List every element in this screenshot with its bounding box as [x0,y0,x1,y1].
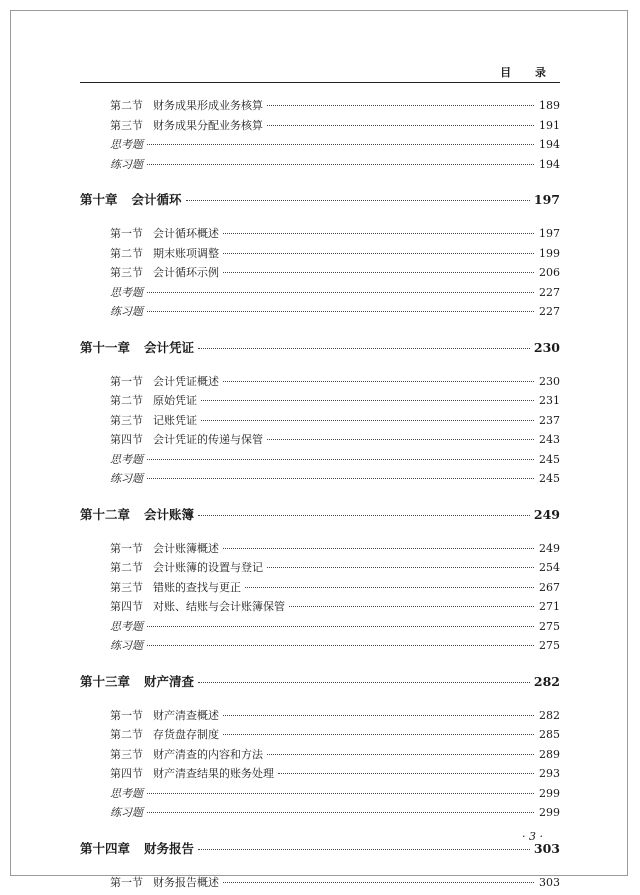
toc-entry-number: 第二节 [110,561,143,574]
toc-entry-page: 271 [538,600,560,613]
toc-entry-page: 194 [538,158,560,171]
toc-entry-page: 189 [538,99,560,112]
dot-leader [245,587,534,588]
dot-leader [147,812,534,813]
dot-leader [198,849,530,850]
dot-leader [267,439,534,440]
toc-section-entry[interactable] [80,728,560,748]
dot-leader [147,793,534,794]
toc-entry-page: 231 [538,394,560,407]
dot-leader [278,773,534,774]
dot-leader [223,548,534,549]
toc-entry-title: 思考题 [110,453,143,466]
toc-entry-page: 227 [538,305,560,318]
toc-entry-title: 思考题 [110,286,143,299]
toc-exercise-entry[interactable] [80,453,560,473]
dot-leader [147,164,534,165]
dot-leader [267,105,534,106]
dot-leader [147,478,534,479]
toc-exercise-entry[interactable] [80,286,560,306]
toc-entry-page: 299 [538,787,560,800]
toc-entry-number: 第二节 [110,728,143,741]
toc-entry-page: 249 [538,542,560,555]
toc-entry-page: 197 [538,227,560,240]
toc-entry-page: 191 [538,119,560,132]
dot-leader [223,253,534,254]
toc-entry-title: 错账的查找与更正 [153,581,241,594]
toc-exercise-entry[interactable] [80,620,560,640]
toc-entry-page: 194 [538,138,560,151]
toc-entry-title: 会计账簿的设置与登记 [153,561,263,574]
dot-leader [223,272,534,273]
toc-entry-title: 练习题 [110,472,143,485]
toc-entry-title: 原始凭证 [153,394,197,407]
toc-entry-number: 第一节 [110,542,143,555]
toc-entry-page: 289 [538,748,560,761]
toc-entry-title: 会计循环示例 [153,266,219,279]
toc-entry-title: 对账、结账与会计账簿保管 [153,600,285,613]
toc-entry-number: 第二节 [110,394,143,407]
toc-section-entry[interactable] [80,119,560,139]
toc-entry-title: 练习题 [110,158,143,171]
toc-section-entry[interactable] [80,266,560,286]
toc-entry-page: 299 [538,806,560,819]
toc-entry-page: 230 [538,375,560,388]
toc-entry-title: 财务成果形成业务核算 [153,99,263,112]
toc-entry-title: 财产清查结果的账务处理 [153,767,274,780]
toc-entry-number: 第十一章 [80,341,130,354]
toc-exercise-entry[interactable] [80,806,560,826]
toc-entry-page: 285 [538,728,560,741]
toc-entry-title: 会计账簿 [144,508,194,521]
toc-exercise-entry[interactable] [80,472,560,492]
dot-leader [267,125,534,126]
toc-exercise-entry[interactable] [80,787,560,807]
toc-entry-title: 练习题 [110,639,143,652]
dot-leader [223,381,534,382]
dot-leader [289,606,534,607]
toc-entry-page: 267 [538,581,560,594]
running-head [80,62,560,83]
toc-entry-title: 财产清查概述 [153,709,219,722]
toc-entry-page: 230 [534,341,560,354]
toc-entry-page: 199 [538,247,560,260]
toc-entry-title: 财务报告概述 [153,876,219,889]
toc-section-entry[interactable] [80,375,560,395]
dot-leader [201,420,534,421]
dot-leader [198,682,530,683]
toc-entry-title: 记账凭证 [153,414,197,427]
toc-section-entry[interactable] [80,247,560,267]
toc-entry-title: 思考题 [110,787,143,800]
toc-entry-number: 第四节 [110,433,143,446]
toc-entry-title: 会计凭证 [144,341,194,354]
toc-exercise-entry[interactable] [80,639,560,659]
toc-entry-number: 第十三章 [80,675,130,688]
toc-entry-page: 282 [538,709,560,722]
toc-entry-number: 第四节 [110,600,143,613]
toc-chapter-entry[interactable] [80,508,560,521]
toc-entry-page: 245 [538,453,560,466]
toc-entry-number: 第二节 [110,247,143,260]
dot-leader [147,144,534,145]
toc-entry-title: 财务成果分配业务核算 [153,119,263,132]
dot-leader [223,882,534,883]
toc-entry-page: 243 [538,433,560,446]
dot-leader [147,626,534,627]
toc-entry-number: 第十章 [80,193,118,206]
toc-entry-number: 第三节 [110,266,143,279]
dot-leader [186,200,530,201]
dot-leader [198,348,530,349]
toc-entry-page: 249 [534,508,560,521]
toc-entry-title: 会计账簿概述 [153,542,219,555]
toc-entry-page: 197 [534,193,560,206]
dot-leader [223,715,534,716]
toc-entry-title: 练习题 [110,305,143,318]
dot-leader [223,734,534,735]
toc-entry-number: 第一节 [110,709,143,722]
toc-entry-title: 财务报告 [144,842,194,855]
toc-entry-page: 303 [538,876,560,889]
toc-entry-page: 275 [538,639,560,652]
toc-entry-number: 第一节 [110,227,143,240]
toc-entry-title: 财产清查的内容和方法 [153,748,263,761]
toc-entry-title: 存货盘存制度 [153,728,219,741]
page-number: · 3 · [522,830,543,843]
toc-section-entry[interactable] [80,600,560,620]
toc-entry-page: 237 [538,414,560,427]
toc-section-entry[interactable] [80,99,560,119]
toc-entry-page: 227 [538,286,560,299]
toc-entry-number: 第四节 [110,767,143,780]
toc-entry-number: 第一节 [110,876,143,889]
toc-chapter-entry[interactable] [80,193,560,206]
toc-entry-page: 293 [538,767,560,780]
toc-chapter-entry[interactable] [80,341,560,354]
toc-entry-page: 303 [534,842,560,855]
toc-entry-title: 期末账项调整 [153,247,219,260]
toc-entry-page: 245 [538,472,560,485]
toc-section-entry[interactable] [80,542,560,562]
toc-exercise-entry[interactable] [80,138,560,158]
toc-entry-page: 206 [538,266,560,279]
toc-entry-title: 练习题 [110,806,143,819]
dot-leader [267,567,534,568]
toc-entry-page: 275 [538,620,560,633]
toc-entry-title: 财产清查 [144,675,194,688]
toc-entry-number: 第一节 [110,375,143,388]
toc-chapter-entry[interactable] [80,675,560,688]
toc-section-entry[interactable] [80,414,560,434]
toc-section-entry[interactable] [80,561,560,581]
toc-entry-number: 第二节 [110,99,143,112]
toc-entry-number: 第三节 [110,414,143,427]
toc-entry-page: 254 [538,561,560,574]
toc-entry-title: 会计凭证的传递与保管 [153,433,263,446]
dot-leader [147,645,534,646]
table-of-contents [80,99,560,895]
toc-section-entry[interactable] [80,394,560,414]
toc-entry-title: 会计循环概述 [153,227,219,240]
toc-entry-number: 第三节 [110,119,143,132]
toc-entry-number: 第三节 [110,581,143,594]
running-head-title: 目 录 [500,64,556,80]
toc-exercise-entry[interactable] [80,305,560,325]
toc-exercise-entry[interactable] [80,158,560,178]
toc-entry-title: 思考题 [110,138,143,151]
toc-entry-page: 282 [534,675,560,688]
toc-chapter-entry[interactable] [80,842,560,855]
toc-section-entry[interactable] [80,581,560,601]
toc-entry-title: 会计凭证概述 [153,375,219,388]
toc-section-entry[interactable] [80,767,560,787]
toc-section-entry[interactable] [80,709,560,729]
dot-leader [198,515,530,516]
toc-section-entry[interactable] [80,748,560,768]
toc-entry-title: 思考题 [110,620,143,633]
toc-entry-number: 第十四章 [80,842,130,855]
dot-leader [201,400,534,401]
toc-entry-number: 第十二章 [80,508,130,521]
dot-leader [267,754,534,755]
dot-leader [147,292,534,293]
toc-section-entry[interactable] [80,876,560,895]
dot-leader [223,233,534,234]
toc-entry-number: 第三节 [110,748,143,761]
dot-leader [147,311,534,312]
dot-leader [147,459,534,460]
toc-entry-title: 会计循环 [132,193,182,206]
toc-section-entry[interactable] [80,227,560,247]
toc-section-entry[interactable] [80,433,560,453]
